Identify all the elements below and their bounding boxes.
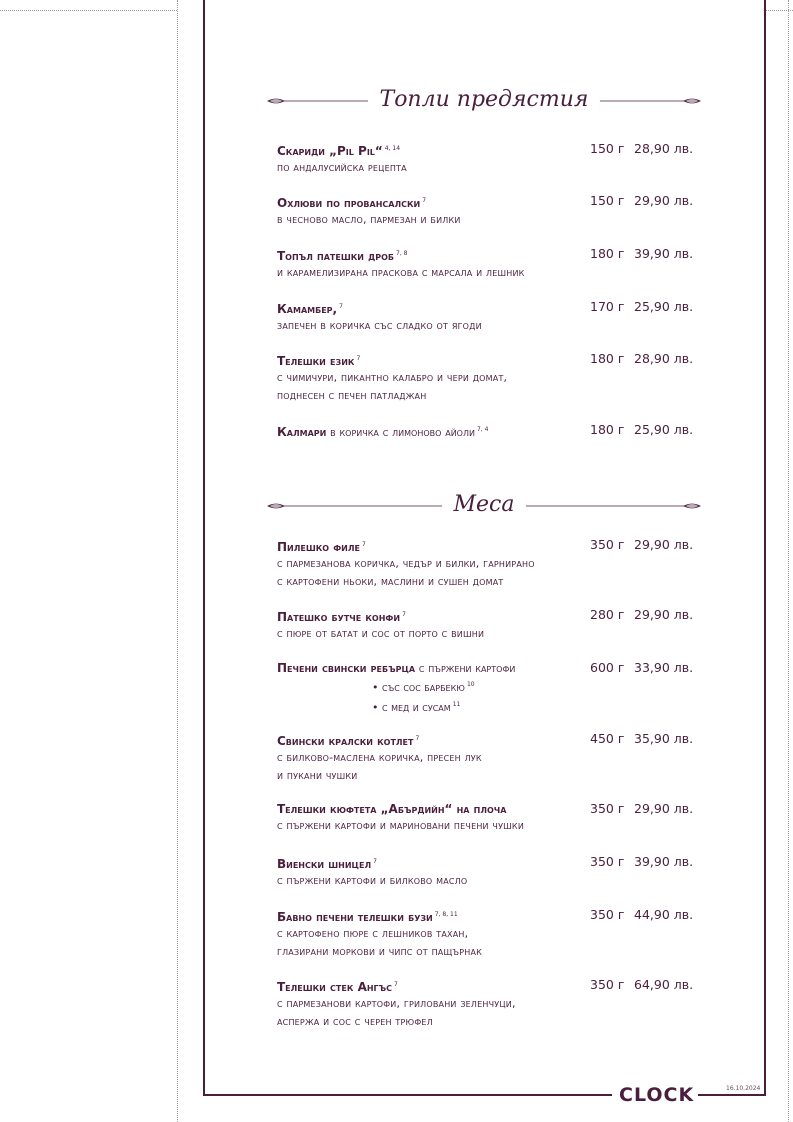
item-weight: 180 г (590, 351, 625, 366)
item-name-suffix: в коричка с лимоново айоли (326, 425, 475, 439)
menu-item (277, 854, 697, 890)
item-allergens: 7 (356, 355, 361, 362)
item-price: 29,90 лв. (634, 607, 694, 622)
item-weight: 180 г (590, 246, 625, 261)
item-weight: 350 г (590, 907, 625, 922)
item-desc: с пържени картофи и мариновани печени чушки (277, 819, 524, 832)
menu-item (277, 660, 697, 716)
item-price: 28,90 лв. (634, 141, 694, 156)
menu-item (277, 977, 697, 1031)
item-weight: 150 г (590, 193, 625, 208)
item-name: Пилешко филе (277, 540, 360, 554)
item-desc: с чимичури, пикантно калабро и чери домат, (277, 371, 508, 384)
item-name: Печени свински ребърца (277, 661, 416, 675)
item-price: 64,90 лв. (634, 977, 694, 992)
item-desc: с билково-маслена коричка, пресен лук (277, 751, 482, 764)
item-desc: в чесново масло, пармезан и билки (277, 213, 461, 226)
item-desc: поднесен с печен патладжан (277, 389, 427, 402)
item-price: 39,90 лв. (634, 854, 694, 869)
option-row (372, 676, 697, 696)
item-options (277, 676, 697, 716)
item-desc: запечен в коричка със сладко от ягоди (277, 319, 482, 332)
menu-item (277, 731, 697, 785)
item-desc: с картофено пюре с лешников тахан, (277, 927, 469, 940)
item-weight: 450 г (590, 731, 625, 746)
menu-item (277, 907, 697, 961)
item-allergens: 7 (415, 735, 420, 742)
item-price: 28,90 лв. (634, 351, 694, 366)
item-allergens: 7 (394, 981, 398, 988)
menu-item (277, 141, 697, 177)
item-weight: 350 г (590, 977, 625, 992)
item-allergens: 7, 4 (476, 426, 489, 433)
item-weight: 350 г (590, 537, 625, 552)
item-allergens: 4, 14 (384, 145, 401, 152)
item-desc: с пармезанова коричка, чедър и билки, гарнирано (277, 557, 535, 570)
item-desc: и карамелизирана праскова с марсала и лешник (277, 266, 525, 279)
item-desc: аспержа и сос с черен трюфел (277, 1015, 433, 1028)
item-weight: 170 г (590, 299, 625, 314)
item-weight: 280 г (590, 607, 625, 622)
item-price: 35,90 лв. (634, 731, 694, 746)
section-title: Меса (442, 492, 527, 517)
item-desc: с картофени ньоки, маслини и сушен домат (277, 575, 504, 588)
item-weight: 600 г (590, 660, 625, 675)
crop-guide-left (177, 0, 178, 1122)
item-allergens: 7 (402, 611, 406, 618)
item-price: 29,90 лв. (634, 193, 694, 208)
item-allergens: 7 (362, 541, 366, 548)
brand-logo: CLOCK (619, 1084, 695, 1106)
item-allergens: 7 (422, 197, 427, 204)
option-text: • с мед и сусам (372, 701, 451, 714)
item-desc: с пържени картофи и билково масло (277, 874, 468, 887)
option-row (372, 696, 697, 716)
item-desc: по андалусийска рецепта (277, 161, 407, 174)
item-desc: с пармезанови картофи, гриловани зеленчуци, (277, 997, 516, 1010)
item-name: Бавно печени телешки бузи (277, 910, 433, 924)
item-weight: 180 г (590, 422, 625, 437)
item-name: Скариди „Pil Pil“ (277, 144, 383, 158)
item-price: 25,90 лв. (634, 422, 694, 437)
print-date: 16.10.2024 (726, 1085, 761, 1092)
item-allergens: 7 (339, 303, 343, 310)
menu-item (277, 801, 697, 835)
item-weight: 350 г (590, 801, 625, 816)
item-name: Охлюви по провансалски (277, 196, 421, 210)
crop-guide-right (788, 0, 789, 1122)
option-text: • със сос барбекю (372, 681, 465, 694)
section-heading-hot-starters (262, 86, 706, 116)
item-weight: 350 г (590, 854, 625, 869)
item-name: Виенски шницел (277, 857, 372, 871)
item-name: Топъл патешки дроб (277, 249, 395, 263)
section-heading-meats (262, 491, 706, 521)
item-name: Патешко бутче конфи (277, 610, 401, 624)
menu-item (277, 607, 697, 643)
item-name-suffix: с пържени картофи (415, 661, 516, 675)
crop-guide-top-right (765, 10, 793, 11)
item-name: Телешки език (277, 354, 355, 368)
menu-item (277, 537, 697, 591)
menu-item (277, 351, 697, 405)
menu-item (277, 422, 697, 440)
menu-item (277, 246, 697, 282)
option-allergens: 11 (452, 701, 461, 708)
item-desc: глазирани моркови и чипс от пащърнак (277, 945, 483, 958)
item-desc: и пукани чушки (277, 769, 358, 782)
item-price: 29,90 лв. (634, 801, 694, 816)
item-name: Калмари (277, 425, 327, 439)
item-price: 29,90 лв. (634, 537, 694, 552)
item-name: Телешки кюфтета „Абърдийн“ на плоча (277, 802, 507, 816)
item-price: 39,90 лв. (634, 246, 694, 261)
item-allergens: 7, 8, 11 (434, 911, 458, 918)
item-allergens: 7, 8 (396, 250, 408, 257)
item-name: Свински кралски котлет (277, 734, 414, 748)
item-name: Камамбер, (277, 302, 338, 316)
crop-guide-top-left (0, 10, 177, 11)
menu-item (277, 299, 697, 335)
option-allergens: 10 (466, 681, 475, 688)
item-price: 44,90 лв. (634, 907, 694, 922)
item-price: 25,90 лв. (634, 299, 694, 314)
section-title: Топли предястия (368, 87, 601, 112)
item-desc: с пюре от батат и сос от порто с вишни (277, 627, 485, 640)
item-allergens: 7 (373, 858, 377, 865)
item-name: Телешки стек Ангъс (277, 980, 393, 994)
item-weight: 150 г (590, 141, 625, 156)
menu-item (277, 193, 697, 229)
item-price: 33,90 лв. (634, 660, 694, 675)
